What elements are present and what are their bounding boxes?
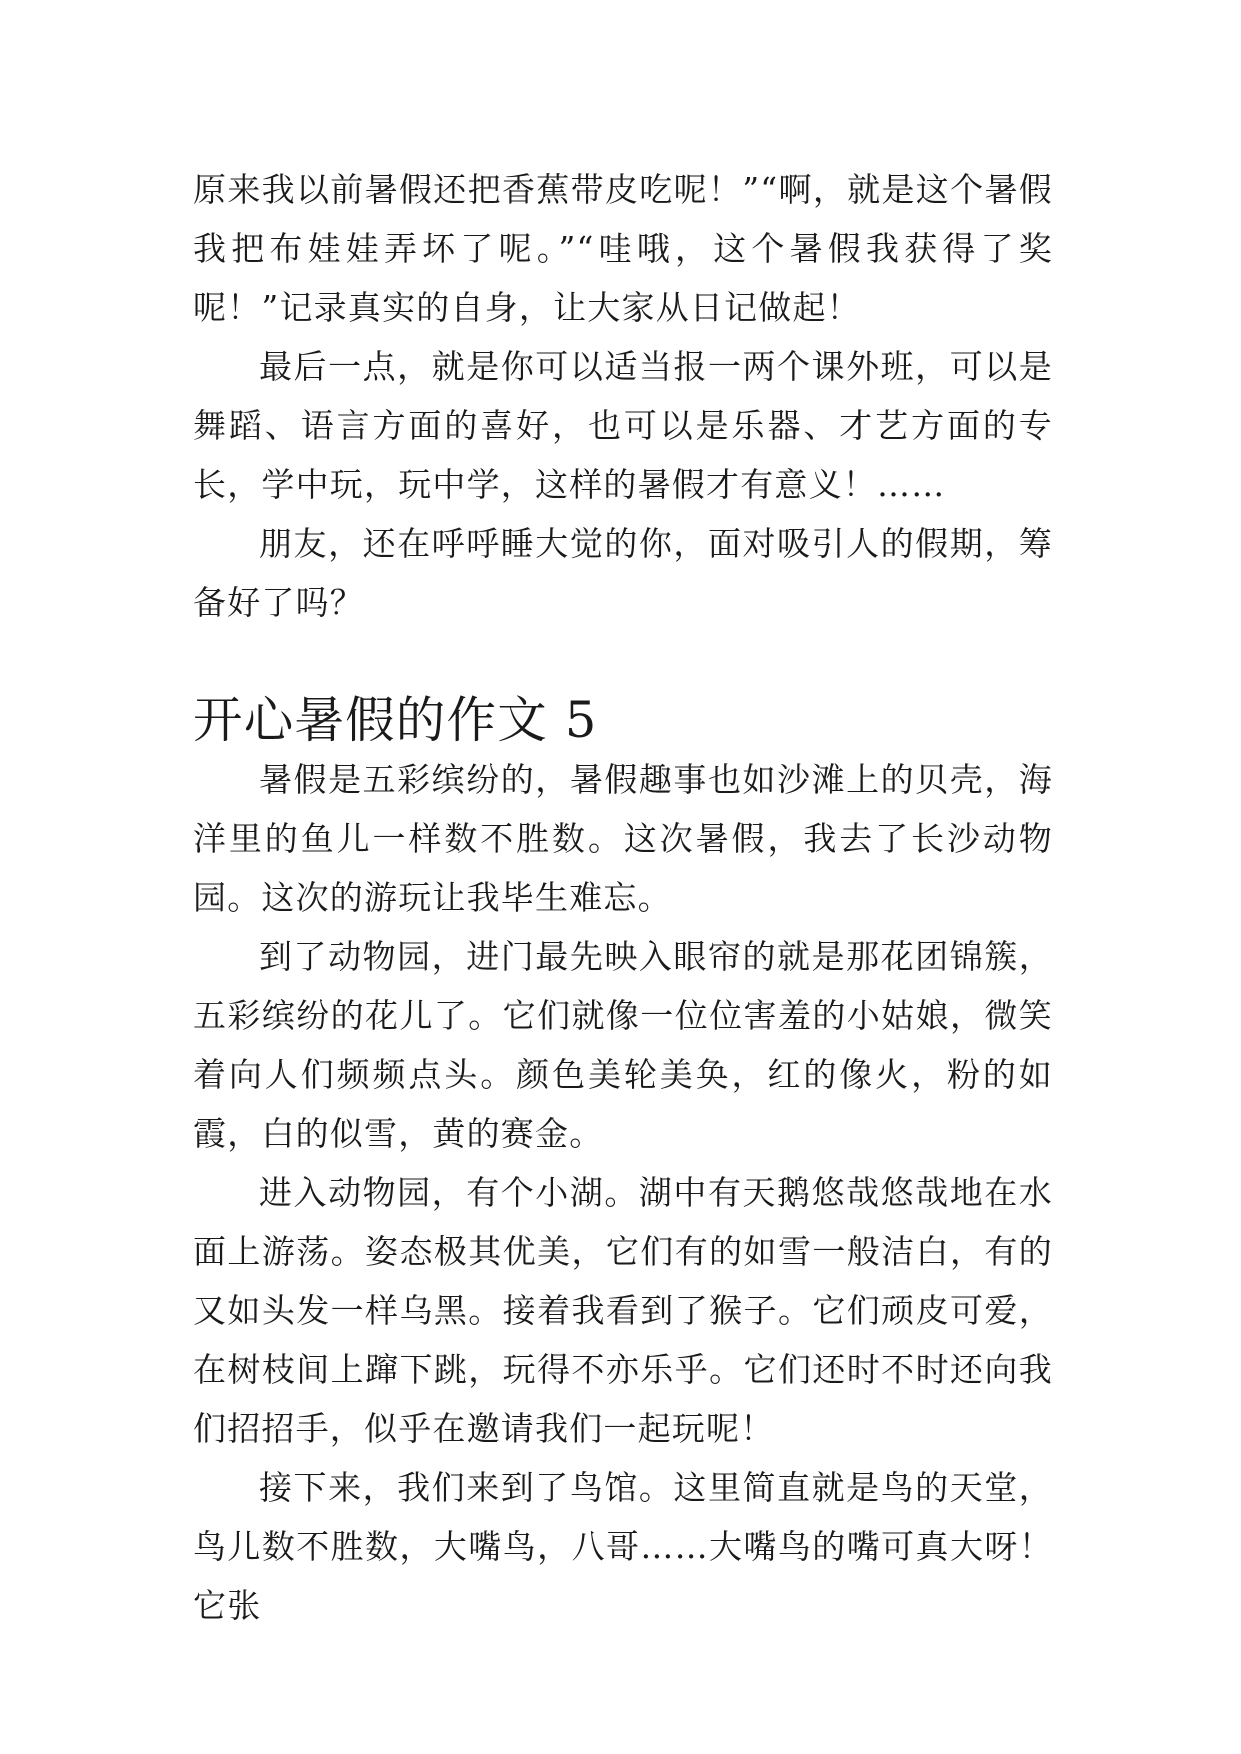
paragraph-closing-question: 朋友，还在呼呼睡大觉的你，面对吸引人的假期，筹备好了吗？ bbox=[193, 524, 1053, 622]
section-gap bbox=[193, 632, 1053, 691]
paragraph-extracurricular: 最后一点，就是你可以适当报一两个课外班，可以是舞蹈、语言方面的喜好，也可以是乐器、才艺方面的专长，学中玩，玩中学，这样的暑假才有意义！…… bbox=[193, 347, 1053, 504]
paragraph-flowers: 到了动物园，进门最先映入眼帘的就是那花团锦簇，五彩缤纷的花儿了。它们就像一位位害羞的小姑娘，微笑着向人们频频点头。颜色美轮美奂，红的像火，粉的如霞，白的似雪，黄的赛金。 bbox=[193, 937, 1053, 1153]
paragraph-summer-intro: 暑假是五彩缤纷的，暑假趣事也如沙滩上的贝壳，海洋里的鱼儿一样数不胜数。这次暑假，我去了长沙动物园。这次的游玩让我毕生难忘。 bbox=[193, 760, 1053, 917]
paragraph-continued: 原来我以前暑假还把香蕉带皮吃呢！”“啊，就是这个暑假我把布娃娃弄坏了呢。”“哇哦，这个暑假我获得了奖呢！”记录真实的自身，让大家从日记做起！ bbox=[193, 170, 1053, 327]
document-body bbox=[193, 160, 1053, 1635]
paragraph-lake-and-monkeys: 进入动物园，有个小湖。湖中有天鹅悠哉悠哉地在水面上游荡。姿态极其优美，它们有的如雪一般洁白，有的又如头发一样乌黑。接着我看到了猴子。它们顽皮可爱，在树枝间上蹿下跳，玩得不亦乐乎。它们还时不时还向我们招招手，似乎在邀请我们一起玩呢！ bbox=[193, 1173, 1053, 1448]
section-title: 开心暑假的作文 5 bbox=[193, 691, 598, 749]
paragraph-bird-house: 接下来，我们来到了鸟馆。这里简直就是鸟的天堂，鸟儿数不胜数，大嘴鸟，八哥……大嘴鸟的嘴可真大呀！它张 bbox=[193, 1468, 1053, 1625]
